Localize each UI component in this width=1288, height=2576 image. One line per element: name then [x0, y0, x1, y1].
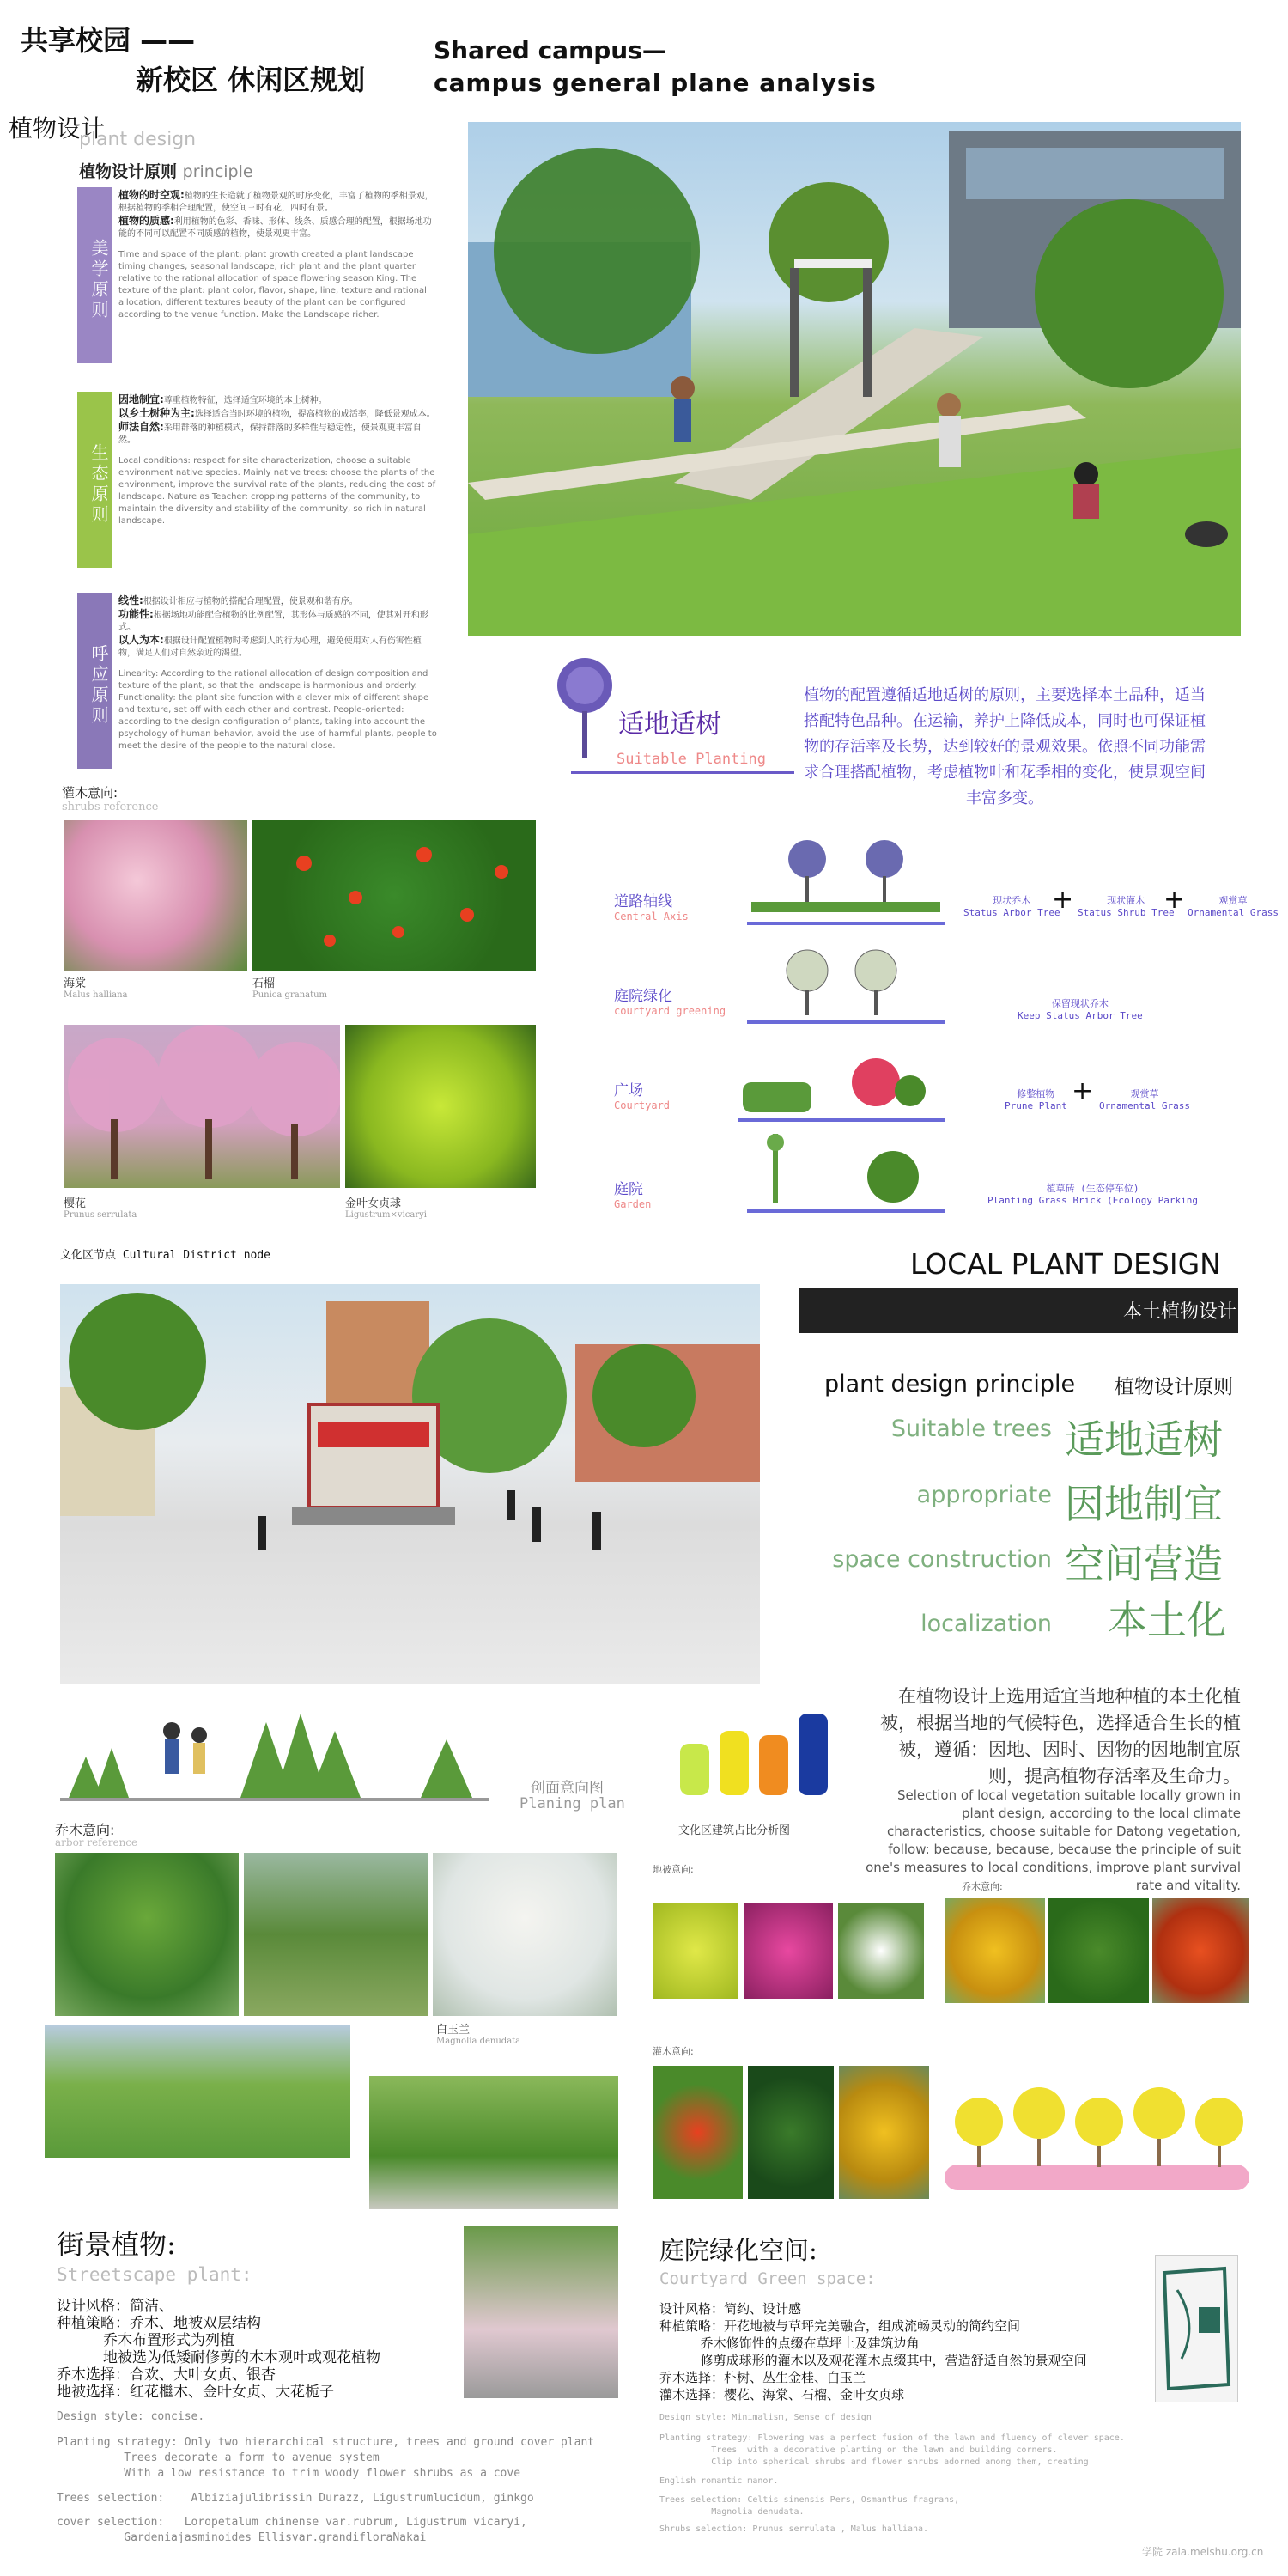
watermark: 学院 zala.meishu.org.cn — [1142, 2546, 1264, 2558]
building-ratio-caption: 文化区建筑占比分析图 — [678, 1824, 791, 1837]
principle-text: 因地制宜:尊重植物特征，选择适宜环境的本土树种。 以乡土树种为主:选择适合当时环境的植物，提高植物的成活率，降低景观成本。 师法自然:采用群落的种植模式，保持群落的多样性与稳定性，使景观更丰富自然。 Local conditions: respect for site characterization, choose a suitable environment native species. Mainly native trees: choose the plants of the environment, improve the survival rate of the plants, reducing the cost of landscape. Nature as Teacher: cropping patterns of the community, to maintain the diversity and stability of the community, so rich in natural landscape. — [118, 393, 436, 526]
street-en-line: Design style: concise. — [57, 2410, 205, 2423]
principle-title: 植物设计原则 principle — [79, 162, 253, 181]
shrub-sub: shrubs reference — [62, 801, 159, 813]
court-line: 修剪成球形的灌木以及观花灌木点缀其中，营造舒适自然的景观空间 — [659, 2353, 1087, 2368]
court-line: 种植策略：开花地被与草坪完美融合，组成流畅灵动的简约空间 — [659, 2318, 1021, 2334]
court-line: 乔木选择：朴树、丛生金桂、白玉兰 — [659, 2370, 866, 2385]
tree-image-2 — [1048, 1898, 1149, 2003]
page-subtitle-cn: 新校区 休闲区规划 — [136, 64, 366, 96]
courtyard-en: Courtyard Green space: — [659, 2269, 876, 2288]
shrub-image-3 — [839, 2066, 929, 2199]
pair-en-3: space construction — [832, 1546, 1052, 1573]
ground-image-3 — [838, 1903, 924, 1999]
planting-plan-en: Planing plan — [519, 1795, 625, 1812]
tree-image-3 — [1152, 1898, 1249, 2003]
row-illustration-axis — [747, 837, 945, 923]
section-label: 植物设计 — [9, 114, 106, 143]
row-illustration-square — [738, 1048, 945, 1121]
principle-bar: 生态原则 — [77, 392, 112, 568]
page-title-cn: 共享校园 —— — [21, 24, 196, 57]
local-plant-bar-text: 本土植物设计 — [1122, 1301, 1236, 1323]
shrub-image-1 — [653, 2066, 743, 2199]
ratio-bar — [799, 1714, 828, 1795]
principle-ecology — [77, 392, 438, 563]
plus-icon: + — [1052, 885, 1074, 915]
arbor-image-3 — [45, 2025, 350, 2158]
page-subtitle-en: campus general plane analysis — [434, 69, 877, 97]
tree-icon — [554, 651, 616, 763]
street-en-line: Planting strategy: Only two hierarchical structure, trees and ground cover plant — [57, 2436, 595, 2449]
row-base — [738, 1118, 945, 1122]
page-title-en: Shared campus— — [434, 36, 666, 64]
court-en-line: Magnolia denudata. — [659, 2507, 805, 2517]
ligustrum-image — [345, 1025, 536, 1188]
row-note: 植草砖 (生态停车位) Planting Grass Brick (Ecology Parking — [987, 1183, 1199, 1206]
site-plan-thumbnail — [1155, 2255, 1238, 2402]
row-note: 观赏草 Ornamental Grass — [1099, 1088, 1190, 1111]
design-principle-en: plant design principle — [824, 1371, 1076, 1398]
local-desc-en: Selection of local vegetation suitable locally grown in plant design, according to the local climate characteristics, choose suitable for Datong vegetation, follow: because, because, because the principle of suit one's measures to local conditions, improve plant survival rate and vitality. — [866, 1787, 1241, 1893]
row-illustration-garden — [747, 1125, 945, 1211]
arbor-image-4 — [369, 2076, 618, 2209]
arbor-title: 乔木意向: — [55, 1822, 115, 1838]
row-label-square: 广场 Courtyard — [614, 1082, 671, 1111]
row-note: 保留现状乔木 Keep Status Arbor Tree — [1018, 998, 1143, 1021]
divider — [571, 771, 794, 774]
court-line: 灌木选择：樱花、海棠、石榴、金叶女贞球 — [659, 2387, 905, 2402]
row-note: 现状灌木 Status Shrub Tree — [1078, 895, 1175, 918]
row-label-axis: 道路轴线 Central Axis — [614, 893, 689, 923]
malus-image — [64, 820, 247, 971]
suitable-sub: Suitable Planting — [617, 751, 766, 768]
principle-bar: 呼应原则 — [77, 593, 112, 769]
row-label-garden: 庭院 Garden — [614, 1181, 652, 1210]
cultural-node-label: 文化区节点 Cultural District node — [60, 1249, 271, 1262]
punica-caption: 石榴 Punica granatum — [252, 977, 328, 1000]
local-desc-cn: 在植物设计上选用适宜当地种植的本土化植被，根据当地的气候特色，选择适合生长的植被，遵循：因地、因时、因物的因地制宜原则，提高植物存活率及生命力。 — [880, 1686, 1241, 1787]
court-en-line: Planting strategy: Flowering was a perfect fusion of the lawn and fluency of clever space. — [659, 2433, 1125, 2443]
shrub-title: 灌木意向: — [62, 785, 118, 801]
ratio-bar — [720, 1731, 749, 1795]
pair-cn-4: 本土化 — [1108, 1597, 1226, 1643]
shrub-group-label: 灌木意向: — [653, 2046, 694, 2057]
row-illustration-courtyard — [747, 936, 945, 1022]
street-en-line: With a low resistance to trim woody flower shrubs as a cove — [57, 2467, 521, 2480]
arbor-sub: arbor reference — [55, 1836, 138, 1848]
street-line: 乔木布置形式为列植 — [57, 2332, 235, 2349]
principle-text: 植物的时空观:植物的生长造就了植物景观的时序变化，丰富了植物的季相景观，根据植物的季相合理配置，使空间三时有花，四时有景。 植物的质感:利用植物的色彩、香味、形体、线条、质感合理的配置，根据场地功能的不同可以配置不同质感的植物，使景观更丰富。 Time and space of the plant: plant growth created a plant landscape timing changes, seasonal landscape, rich plant and the plant quarter relative to the rational allocation of space flowering season King. The texture of the plant: plant color, flavor, shape, line, texture and rational allocation, different textures beauty of the plant can be configured according to the venue function. Make the Landscape richer. — [118, 189, 434, 320]
prunus-image — [64, 1025, 340, 1188]
punica-image — [252, 820, 536, 971]
court-line: 乔木修饰性的点缀在草坪上及建筑边角 — [659, 2335, 920, 2351]
building-ratio-chart — [670, 1705, 833, 1800]
ligustrum-caption: 金叶女贞球 Ligustrum×vicaryi — [345, 1197, 427, 1220]
tree-image-1 — [945, 1898, 1045, 2003]
shrub-image-2 — [748, 2066, 834, 2199]
magnolia-image — [433, 1853, 617, 2016]
campus-render-image — [468, 122, 1241, 636]
row-base — [747, 1020, 945, 1024]
plus-icon: + — [1163, 885, 1186, 915]
street-title: 街景植物: — [57, 2228, 176, 2261]
street-en-line: Trees decorate a form to avenue system — [57, 2451, 380, 2464]
street-line: 地被选为低矮耐修剪的木本观叶或观花植物 — [57, 2349, 381, 2366]
row-base — [747, 1209, 945, 1213]
local-plant-title: LOCAL PLANT DESIGN — [910, 1247, 1221, 1281]
suitable-desc: 植物的配置遵循适地适树的原则，主要选择本土品种，适当搭配特色品种。在运输，养护上降低成本，同时也可保证植物的存活率及长势，达到较好的景观效果。依照不同功能需求合理搭配植物，考虑植物叶和花季相的变化，使景观空间丰富多变。 — [804, 686, 1206, 807]
cultural-node-render — [60, 1284, 760, 1684]
plus-icon: + — [1072, 1076, 1094, 1106]
tree-elevation-illustration — [945, 2070, 1249, 2199]
ground-image-1 — [653, 1903, 738, 1999]
magnolia-caption: 白玉兰 Magnolia denudata — [436, 2024, 521, 2046]
suitable-title: 适地适树 — [618, 709, 721, 740]
arbor-image-2 — [244, 1853, 428, 2016]
row-label-courtyard-greening: 庭院绿化 courtyard greening — [614, 988, 726, 1017]
ratio-bar — [680, 1744, 709, 1795]
section-sub: plant design — [79, 129, 197, 150]
court-en-line: English romantic manor. — [659, 2476, 779, 2486]
row-base — [747, 922, 945, 925]
pair-en-4: localization — [920, 1611, 1052, 1637]
street-line: 乔木选择：合欢、大叶女贞、银杏 — [57, 2366, 276, 2384]
street-en-line: Trees selection: Albiziajulibrissin Durazz, Ligustrumlucidum, ginkgo — [57, 2492, 534, 2505]
principle-text: 线性:根据设计相应与植物的搭配合理配置，使景观和谐有序。 功能性:根据场地功能配合植物的比例配置，其形体与质感的不同，使其对开和形式。 以人为本:根据设计配置植物时考虑到人的行为心理，避免使用对人有伤害性植物，满足人们对自然亲近的渴望。 Linearity: According to the rational allocation of design composition and texture of the plant, so that the landscape is harmonious and orderly. Functionality: the plant site function with a clever mix of different shape and texture, set off with each other and contrast. People-oriented: according to the design configuration of plants, taking into account the psychology of human behavior, avoid the use of harmful plants, people to meet the desire of the people to the natural close. — [118, 594, 437, 751]
principle-echo — [77, 593, 438, 764]
pair-cn-2: 因地制宜 — [1065, 1481, 1223, 1527]
ground-cover-label: 地被意向: — [653, 1864, 694, 1875]
pair-cn-3: 空间营造 — [1065, 1541, 1223, 1587]
court-en-line: Trees selection: Celtis sinensis Pers, Osmanthus fragrans, — [659, 2495, 960, 2505]
street-image — [464, 2226, 618, 2398]
planting-plan-cn: 创面意向图 — [531, 1780, 604, 1797]
principle-bar: 美学原则 — [77, 187, 112, 363]
principle-aesthetic — [77, 187, 438, 363]
ratio-bar — [759, 1735, 788, 1795]
court-en-line: Trees with a decorative planting on the lawn and building corners. — [659, 2445, 1058, 2455]
tree-group-label: 乔木意向: — [962, 1881, 1003, 1892]
street-line: 地被选择：红花檵木、金叶女贞、大花栀子 — [57, 2384, 334, 2401]
row-note: 观赏草 Ornamental Grass — [1188, 895, 1279, 918]
design-principle-cn: 植物设计原则 — [1115, 1376, 1233, 1398]
street-en: Streetscape plant: — [57, 2264, 252, 2285]
street-en-line: Gardeniajasminoides Ellisvar.grandifloraNakai — [57, 2531, 427, 2544]
street-en-line: cover selection: Loropetalum chinense var.rubrum, Ligustrum vicaryi, — [57, 2516, 527, 2529]
row-note: 现状乔木 Status Arbor Tree — [963, 895, 1060, 918]
planting-plan-illustration — [60, 1705, 489, 1808]
courtyard-title: 庭院绿化空间: — [659, 2236, 817, 2265]
malus-caption: 海棠 Malus halliana — [64, 977, 128, 1000]
pair-cn-1: 适地适树 — [1065, 1416, 1223, 1463]
court-en-line: Design style: Minimalism, Sense of design — [659, 2413, 872, 2422]
arbor-image-1 — [55, 1853, 239, 2016]
row-note: 修整植物 Prune Plant — [1005, 1088, 1067, 1111]
court-en-line: Clip into spherical shrubs and flower shrubs adorned among them, creating — [659, 2457, 1089, 2467]
ground-image-2 — [744, 1903, 833, 1999]
court-line: 设计风格：简约、设计感 — [659, 2301, 802, 2317]
street-line: 种植策略：乔木、地被双层结构 — [57, 2315, 261, 2332]
court-en-line: Shrubs selection: Prunus serrulata , Malus halliana. — [659, 2524, 929, 2534]
prunus-caption: 樱花 Prunus serrulata — [64, 1197, 137, 1220]
pair-en-2: appropriate — [916, 1482, 1052, 1508]
street-line: 设计风格：简洁、 — [57, 2298, 173, 2315]
pair-en-1: Suitable trees — [890, 1416, 1052, 1442]
